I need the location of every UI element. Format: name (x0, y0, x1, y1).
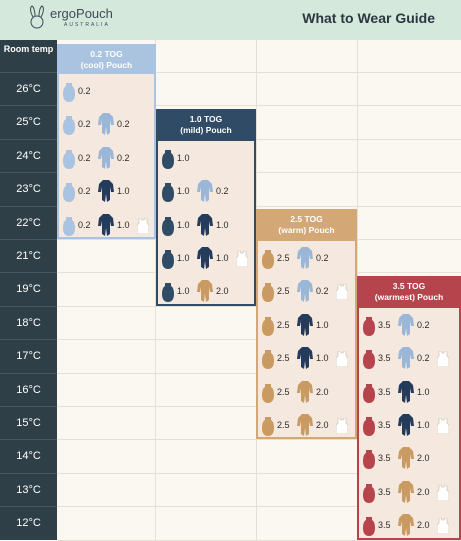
tog-value: 1.0 (417, 386, 430, 397)
tog-value: 0.2 (417, 353, 430, 364)
pouch-icon (363, 416, 375, 441)
tog-value: 3.5 (378, 419, 391, 430)
outfit-row (359, 475, 459, 508)
outfit-row (258, 274, 355, 307)
tog-value: 3.5 (378, 386, 391, 397)
tog-column-header (158, 111, 254, 141)
tog-subtitle: (mild) Pouch (180, 124, 232, 135)
tog-value: 2.5 (277, 386, 290, 397)
tog-value: 2.5 (277, 353, 290, 364)
pouch-icon (63, 149, 75, 174)
room-temp-header: Room temp (3, 44, 54, 54)
tog-subtitle: (warm) Pouch (278, 225, 335, 235)
outfit-row (359, 508, 459, 541)
tog-value: 1.0 (316, 319, 329, 330)
romper-light-icon (297, 280, 313, 307)
tog-value: 1.0 (177, 252, 190, 263)
romper-dark-icon (197, 247, 213, 274)
tog-value: 0.2 (316, 253, 329, 263)
tog-value: 1.0 (177, 286, 190, 297)
temp-row-label: 18°C (0, 306, 57, 339)
temp-row-label: 24°C (0, 139, 57, 172)
outfit-row (258, 341, 355, 374)
romper-light-icon (197, 180, 213, 207)
tog-column-header (359, 278, 459, 308)
tog-value: 0.2 (78, 152, 91, 163)
temp-row-label: 16°C (0, 373, 57, 406)
tog-subtitle: (cool) Pouch (80, 60, 133, 70)
tog-value: 2.5 (277, 253, 290, 263)
temp-row-label: 13°C (0, 473, 57, 506)
bunny-logo-icon (26, 5, 48, 31)
tog-value: 0.2 (316, 286, 329, 297)
outfit-row (359, 375, 459, 408)
pouch-icon (363, 383, 375, 408)
tog-value: 1.0 (216, 219, 229, 230)
tog-value: 2.0 (216, 286, 229, 297)
romper-dark-icon (197, 214, 213, 241)
temp-row-label: 17°C (0, 339, 57, 372)
tog-value: 2.5 (277, 420, 290, 430)
pouch-icon (162, 249, 174, 274)
tog-value: 1.0 (216, 252, 229, 263)
romper-tan-icon (197, 280, 213, 307)
tog-value: 3.5 (378, 486, 391, 497)
tog-value: 0.2 (78, 186, 91, 197)
romper-dark-icon (297, 314, 313, 341)
tog-value: 2.5 (277, 286, 290, 297)
pouch-icon (162, 216, 174, 241)
tog-value: 1.0 (117, 186, 130, 197)
pouch-icon (363, 483, 375, 508)
outfit-row (59, 74, 154, 107)
page-header (0, 0, 461, 40)
singlet-icon (137, 218, 149, 239)
tog-value: 1.0 (177, 219, 190, 230)
tog-column-body (158, 141, 254, 304)
outfit-row (158, 208, 254, 241)
singlet-icon (336, 418, 348, 439)
brand-subtitle: AUSTRALIA (64, 22, 110, 28)
temp-row-label: 26°C (0, 72, 57, 105)
pouch-icon (363, 516, 375, 541)
pouch-icon (262, 416, 274, 441)
tog-column-body (359, 308, 459, 538)
tog-value: 3.5 (378, 453, 391, 464)
singlet-icon (437, 485, 449, 506)
romper-dark-icon (98, 214, 114, 241)
tog-value: 2.0 (316, 420, 329, 430)
romper-tan-icon (297, 414, 313, 441)
tog-value: 3.5 (378, 520, 391, 531)
pouch-icon (363, 349, 375, 374)
romper-light-icon (98, 147, 114, 174)
outfit-row (258, 241, 355, 274)
pouch-icon (262, 316, 274, 341)
tog-value: 0.2 (117, 119, 130, 130)
singlet-icon (437, 351, 449, 372)
tog-value: 2.0 (417, 520, 430, 531)
pouch-icon (262, 282, 274, 307)
tog-title: 1.0 TOG (189, 113, 223, 124)
room-temp-column (0, 40, 57, 540)
tog-title: 3.5 TOG (392, 280, 426, 291)
temp-row-label: 15°C (0, 406, 57, 439)
pouch-icon (363, 449, 375, 474)
pouch-icon (162, 182, 174, 207)
tog-value: 1.0 (177, 186, 190, 197)
tog-column-header (258, 211, 355, 241)
temp-row-label: 22°C (0, 206, 57, 239)
tog-value: 2.0 (417, 486, 430, 497)
outfit-row (258, 375, 355, 408)
outfit-row (359, 441, 459, 474)
outfit-row (258, 408, 355, 441)
romper-tan-icon (398, 447, 414, 474)
romper-light-icon (98, 113, 114, 140)
tog-value: 1.0 (177, 152, 190, 163)
tog-value: 2.0 (316, 386, 329, 397)
romper-dark-icon (297, 347, 313, 374)
page-title: What to Wear Guide (302, 10, 435, 26)
romper-tan-icon (398, 514, 414, 541)
outfit-row (158, 141, 254, 174)
romper-dark-icon (398, 414, 414, 441)
tog-column-warmest (357, 276, 461, 540)
singlet-icon (236, 251, 248, 272)
tog-value: 0.2 (216, 186, 229, 197)
pouch-icon (262, 249, 274, 274)
temp-row-label: 21°C (0, 239, 57, 272)
tog-title: 2.5 TOG (290, 214, 323, 224)
tog-value: 2.5 (277, 319, 290, 330)
singlet-icon (437, 418, 449, 439)
tog-subtitle: (warmest) Pouch (374, 291, 444, 302)
tog-title: 0.2 TOG (90, 49, 123, 59)
tog-value: 2.0 (417, 453, 430, 464)
outfit-row (59, 208, 154, 241)
tog-value: 1.0 (316, 353, 329, 364)
pouch-icon (63, 115, 75, 140)
romper-dark-icon (98, 180, 114, 207)
romper-light-icon (398, 314, 414, 341)
tog-column-body (258, 241, 355, 437)
tog-value: 0.2 (78, 86, 91, 96)
outfit-row (158, 274, 254, 307)
temp-row-label: 23°C (0, 172, 57, 205)
pouch-icon (63, 82, 75, 107)
temp-row-label: 19°C (0, 272, 57, 305)
pouch-icon (363, 316, 375, 341)
romper-tan-icon (398, 481, 414, 508)
romper-light-icon (297, 247, 313, 274)
tog-column-warm (256, 209, 357, 439)
temp-row-label: 25°C (0, 105, 57, 138)
tog-value: 0.2 (117, 152, 130, 163)
singlet-icon (336, 284, 348, 305)
outfit-row (359, 408, 459, 441)
pouch-icon (162, 282, 174, 307)
romper-dark-icon (398, 381, 414, 408)
outfit-row (59, 141, 154, 174)
tog-value: 3.5 (378, 319, 391, 330)
pouch-icon (63, 182, 75, 207)
outfit-row (359, 308, 459, 341)
tog-value: 0.2 (417, 319, 430, 330)
outfit-row (359, 341, 459, 374)
outfit-row (59, 107, 154, 140)
romper-tan-icon (297, 381, 313, 408)
temp-row-label: 12°C (0, 506, 57, 539)
tog-column-body (59, 74, 154, 237)
tog-value: 0.2 (78, 219, 91, 230)
singlet-icon (437, 518, 449, 539)
brand-name: ergoPouch (50, 6, 113, 21)
outfit-row (158, 174, 254, 207)
tog-value: 3.5 (378, 353, 391, 364)
outfit-row (158, 241, 254, 274)
pouch-icon (262, 349, 274, 374)
romper-light-icon (398, 347, 414, 374)
pouch-icon (63, 216, 75, 241)
outfit-row (258, 308, 355, 341)
tog-value: 0.2 (78, 119, 91, 130)
pouch-icon (262, 383, 274, 408)
tog-value: 1.0 (417, 419, 430, 430)
temp-row-label: 14°C (0, 439, 57, 472)
tog-column-mild (156, 109, 256, 306)
tog-value: 1.0 (117, 219, 130, 230)
outfit-row (59, 174, 154, 207)
pouch-icon (162, 149, 174, 174)
tog-column-header (59, 46, 154, 74)
singlet-icon (336, 351, 348, 372)
tog-column-cool (57, 44, 156, 239)
